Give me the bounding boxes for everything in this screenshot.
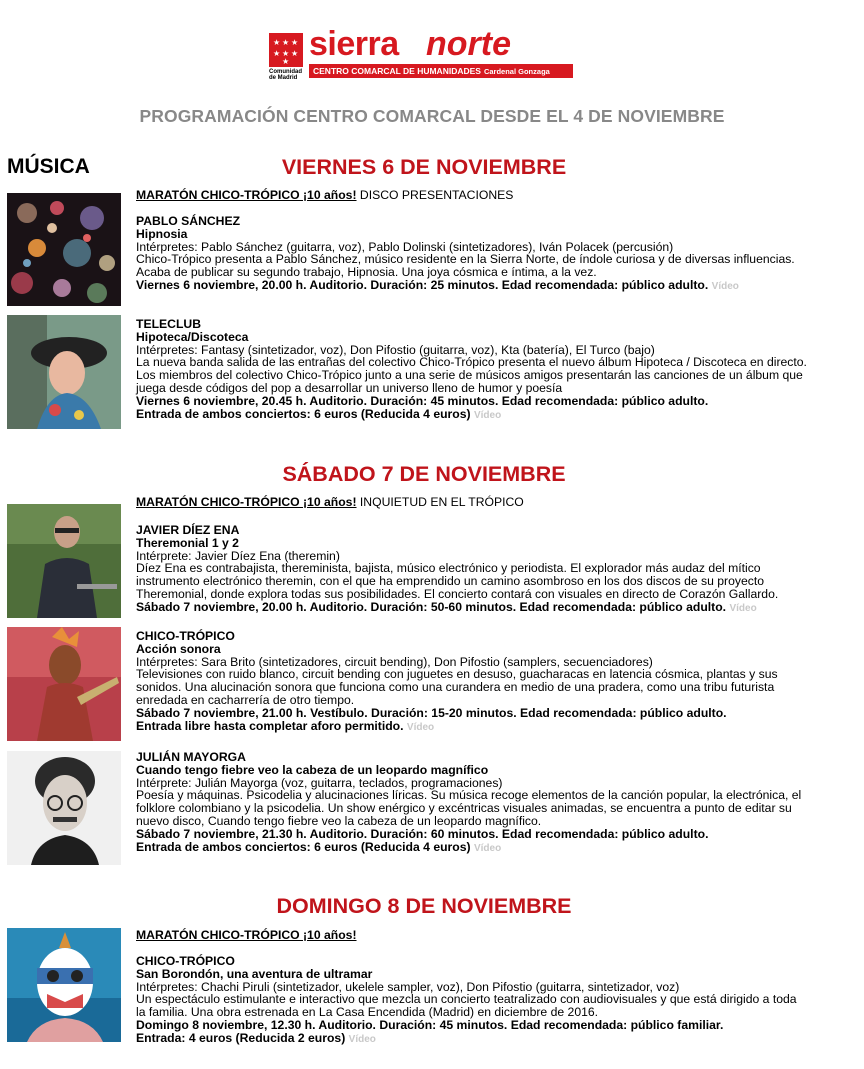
event-line: folklore colombiano y la psicodelia. Un show enérgico y excéntricas visuales animadas, se encuentra a punto de editar su (136, 801, 792, 816)
event-line: Chico-Trópico presenta a Pablo Sánchez, músico residente en la Sierra Norte, de índole curiosa y de diversas influencias. (136, 252, 795, 267)
video-link[interactable]: Vídeo (406, 721, 435, 733)
event-line: Intérpretes: Pablo Sánchez (guitarra, voz), Pablo Dolinski (sintetizadores), Iván Polacek (percusión) (136, 239, 674, 254)
video-link[interactable]: Vídeo (711, 280, 739, 292)
logo-brand-b: norte (426, 25, 511, 63)
event-photo-julian-mayorga (7, 751, 121, 865)
artist-name: JAVIER DÍEZ ENA (136, 523, 240, 537)
event-san-borondon (136, 955, 848, 1047)
event-schedule: Viernes 6 noviembre, 20.00 h. Auditorio. Duración: 25 minutos. Edad recomendada: público adulto. (136, 277, 709, 292)
event-line: Los miembros del colectivo Chico-Trópico junto a una serie de músicos amigos presentarán las canciones de un álbum que (136, 368, 803, 383)
work-title: Hipnosia (136, 226, 188, 241)
event-entry: Entrada: 4 euros (Reducida 2 euros) (136, 1030, 346, 1045)
event-line: Intérpretes: Sara Brito (sintetizadores, circuit bending), Don Pifostio (samplers, secuenciadores) (136, 654, 653, 669)
event-schedule: Viernes 6 noviembre, 20.45 h. Auditorio. Duración: 45 minutos. Edad recomendada: público adulto. (136, 393, 709, 408)
artist-name: TELECLUB (136, 317, 201, 331)
event-entry: Entrada de ambos conciertos: 6 euros (Reducida 4 euros) (136, 839, 471, 854)
event-javier-diez-ena (136, 524, 848, 616)
event-line: Intérpretes: Fantasy (sintetizador, voz), Don Pifostio (guitarra, voz), Kta (batería), El Turco (bajo) (136, 342, 655, 357)
event-line: Acaba de publicar su segundo trabajo, Hipnosia. Una joya cósmica e íntima, a la vez. (136, 265, 597, 280)
event-line: instrumento electrónico theremin, con el que ha emprendido un camino asombroso en los dos discos de su proyecto (136, 574, 765, 589)
work-title: Hipoteca/Discoteca (136, 329, 249, 344)
comunidad-madrid-flag-icon: ★ ★ ★ ★ ★ ★ ★ (269, 33, 303, 67)
event-line: Intérprete: Javier Díez Ena (theremin) (136, 548, 340, 563)
event-line: la familia. Una obra estrenada en La Casa Encendida (Madrid) en diciembre de 2016. (136, 1005, 599, 1020)
artist-name: CHICO-TRÓPICO (136, 629, 235, 643)
event-julian-mayorga (136, 751, 848, 855)
event-line: Theremonial, donde explora todas sus posibilidades. El concierto contará con visuales en directo de Corazón Gallardo. (136, 586, 779, 601)
work-title: Acción sonora (136, 641, 221, 656)
event-photo-pablo-sanchez (7, 193, 121, 306)
event-line: Intérprete: Julián Mayorga (voz, guitarra, teclados, programaciones) (136, 775, 503, 790)
video-link[interactable]: Vídeo (729, 602, 757, 614)
marathon-link[interactable]: MARATÓN CHICO-TRÓPICO ¡10 años! (136, 928, 357, 942)
event-line: nuevo disco, Cuando tengo fiebre veo la cabeza de un leopardo magnífico. (136, 813, 542, 828)
event-pablo-sanchez (136, 215, 848, 294)
event-line: Díez Ena es contrabajista, thereminista, bajista, músico electrónico y periodista. El explorador más audaz del mítico (136, 561, 761, 576)
marathon-line: MARATÓN CHICO-TRÓPICO ¡10 años! INQUIETUD EN EL TRÓPICO (136, 495, 524, 509)
event-line: Poesía y máquinas. Psicodelia y alucinaciones líricas. Su música recoge elementos de la canción popular, la electrónica, el (136, 788, 802, 803)
work-title: Theremonial 1 y 2 (136, 535, 239, 550)
event-line: Intérpretes: Chachi Piruli (sintetizador, ukelele sampler, voz), Don Pifostio (guitarra, sintetizador, voz) (136, 979, 680, 994)
event-entry: Entrada de ambos conciertos: 6 euros (Reducida 4 euros) (136, 406, 471, 421)
section-label: MÚSICA (7, 155, 90, 178)
event-line: Un espectáculo estimulante e interactivo que mezcla un concierto teatralizado con audiovisuales y que está dirigido a toda (136, 992, 797, 1007)
page-title: PROGRAMACIÓN CENTRO COMARCAL DESDE EL 4 DE NOVIEMBRE (139, 106, 725, 126)
event-photo-chico-tropico-accion (7, 627, 121, 741)
day-heading-domingo: DOMINGO 8 DE NOVIEMBRE (276, 894, 572, 918)
video-link[interactable]: Vídeo (348, 1033, 376, 1045)
video-link[interactable]: Vídeo (473, 842, 502, 854)
event-chico-tropico-accion (136, 630, 848, 734)
marathon-line: MARATÓN CHICO-TRÓPICO ¡10 años! DISCO PRESENTACIONES (136, 188, 514, 202)
event-photo-teleclub (7, 315, 121, 429)
event-line: Televisiones con ruido blanco, circuit bending con juguetes en desuso, guacharacas en latencia cósmica, plantas y sus (136, 667, 778, 682)
work-title: Cuando tengo fiebre veo la cabeza de un leopardo magnífico (136, 762, 489, 777)
marathon-line (136, 929, 848, 942)
marathon-link[interactable]: MARATÓN CHICO-TRÓPICO ¡10 años! (136, 495, 357, 509)
artist-name: PABLO SÁNCHEZ (136, 214, 241, 228)
event-line: sonidos. Una alucinación sonora que funciona como una curandera en medio de una pradera, como una tribu futurista (136, 680, 775, 695)
artist-name: JULIÁN MAYORGA (136, 750, 246, 764)
logo-subtitle-bar: CENTRO COMARCAL DE HUMANIDADES Cardenal Gonzaga (309, 64, 573, 78)
marathon-link[interactable]: MARATÓN CHICO-TRÓPICO ¡10 años! (136, 188, 357, 202)
comunidad-madrid-text: Comunidad de Madrid (269, 69, 302, 81)
event-line: enredada en cacharrería de otro tiempo. (136, 692, 355, 707)
day-heading-viernes: VIERNES 6 DE NOVIEMBRE (281, 155, 567, 179)
event-photo-san-borondon (7, 928, 121, 1042)
event-schedule: Sábado 7 noviembre, 20.00 h. Auditorio. Duración: 50-60 minutos. Edad recomendada: público adulto. (136, 599, 727, 614)
event-line: La nueva banda salida de las entrañas del colectivo Chico-Trópico presenta el nuevo álbum Hipoteca / Discoteca en directo. (136, 355, 807, 370)
video-link[interactable]: Vídeo (473, 409, 502, 421)
event-photo-javier-diez-ena (7, 504, 121, 618)
event-schedule: Sábado 7 noviembre, 21.30 h. Auditorio. Duración: 60 minutos. Edad recomendada: público adulto. (136, 826, 709, 841)
work-title: San Borondón, una aventura de ultramar (136, 966, 373, 981)
artist-name: CHICO-TRÓPICO (136, 954, 235, 968)
day-heading-sabado: SÁBADO 7 DE NOVIEMBRE (282, 462, 566, 486)
event-entry: Entrada libre hasta completar aforo permitido. (136, 718, 404, 733)
event-schedule: Sábado 7 noviembre, 21.00 h. Vestíbulo. Duración: 15-20 minutos. Edad recomendada: público adulto. (136, 705, 727, 720)
logo-brand-a: sierra (309, 25, 399, 63)
event-teleclub (136, 318, 848, 422)
sierra-norte-logo (269, 25, 573, 81)
event-schedule: Domingo 8 noviembre, 12.30 h. Auditorio. Duración: 45 minutos. Edad recomendada: público familiar. (136, 1017, 724, 1032)
event-line: juega desde códigos del pop a desarrollar un universo lleno de humor y poesía (136, 380, 563, 395)
